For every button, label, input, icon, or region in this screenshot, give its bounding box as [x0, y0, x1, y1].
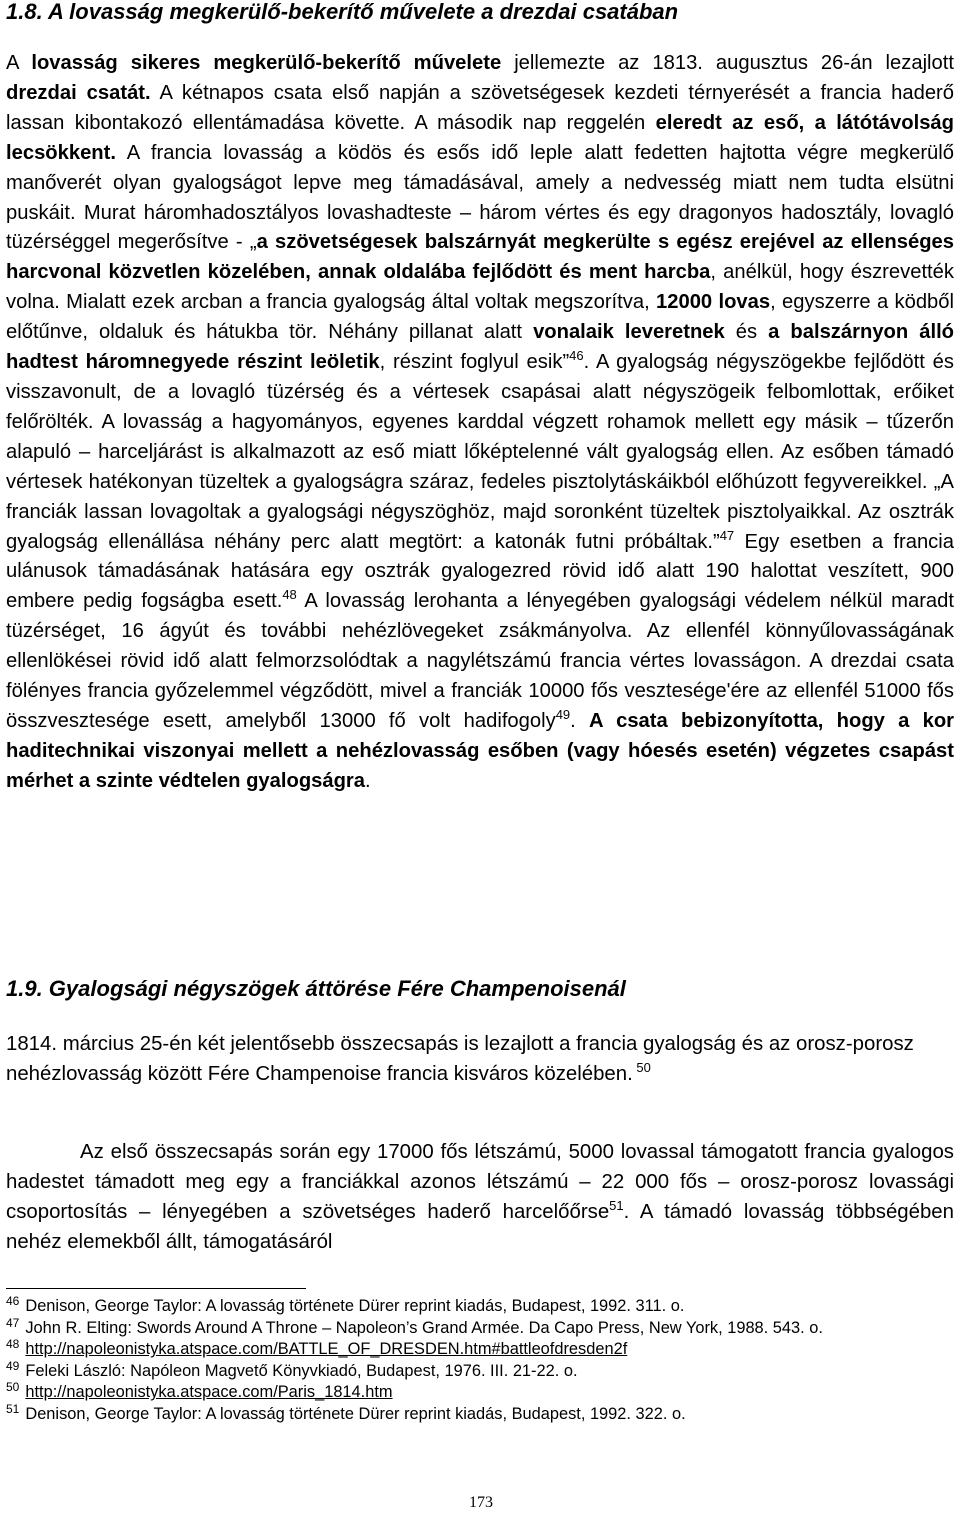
text: A francia lovasság a ködös és esős idő leple alatt fedetten hajtotta végre megkerülő manőverét olyan gyalogságot lepve meg támadásával, amely a nedvesség miatt nem tudta elsütni puskáit. Murat háromhadosztályos lovashadteste – három vértes és egy dragonyos hadosztály, lovagló tüzérséggel megerősítve - „ [6, 141, 954, 254]
footnote-number: 49 [6, 1358, 20, 1373]
section-heading-1-8 [6, 0, 956, 27]
text: . [365, 769, 371, 792]
footnote-item [6, 1315, 954, 1340]
footnote-link[interactable]: http://napoleonistyka.atspace.com/BATTLE_OF_DRESDEN.htm#battleofdresden2f [25, 1340, 628, 1359]
footnote-number: 51 [6, 1401, 20, 1416]
footnote-item [6, 1339, 954, 1361]
footnote-ref-48[interactable]: 48 [282, 587, 297, 603]
text: , részint foglyul esik” [379, 351, 570, 374]
heading-text: 1.9. Gyalogsági négyszögek áttörése Fére Champenoisenál [6, 976, 626, 1001]
text: 1814. március 25-én két jelentősebb összecsapás is lezajlott a francia gyalogság és az orosz-porosz nehézlovasság között Fére Champenoise francia kisváros közelében. [6, 1033, 914, 1085]
bold-text: lovasság sikeres megkerülő-bekerítő művelete [31, 52, 502, 74]
bold-text: drezdai csatát. [6, 81, 151, 104]
text: . A támadó lovasság többségében nehéz elemekből állt, támogatásáról [6, 1201, 954, 1253]
text: . [570, 709, 590, 732]
footnote-number: 50 [6, 1380, 20, 1395]
footnote-number: 48 [6, 1337, 20, 1352]
paragraph-fere-first-clash [6, 1137, 954, 1257]
footnote-text: Feleki László: Napóleon Magvető Könyvkiadó, Budapest, 1976. III. 21-22. o. [25, 1361, 578, 1380]
text: jellemezte az 1813. augusztus 26-án lezajlott [501, 52, 954, 74]
bold-text: vonalaik leveretnek [533, 321, 725, 344]
text: Egy esetben a francia ulánusok támadásának hatására egy osztrák gyalogezred rövid idő alatt 190 halottat veszített, 900 embere pedig fogságba esett. [6, 530, 954, 613]
footnote-ref-51[interactable]: 51 [609, 1198, 624, 1213]
page-number: 173 [469, 1494, 493, 1511]
footnote-separator [6, 1288, 306, 1289]
text: , egyszerre a ködből előtűnve, oldaluk és hátukba tör. Néhány pillanat alatt [6, 291, 954, 344]
footnote-number: 47 [6, 1315, 20, 1330]
footnote-item [6, 1382, 954, 1404]
paragraph-dresden-battle [6, 49, 954, 797]
text: és [724, 321, 769, 344]
footnote-item [6, 1358, 954, 1383]
heading-text: 1.8. A lovasság megkerülő-bekerítő művelete a drezdai csatában [6, 0, 679, 24]
footnote-ref-49[interactable]: 49 [555, 706, 571, 722]
text: A lovasság lerohanta a lényegében gyalogsági védelem nélkül maradt tüzérséget, 16 ágyút és további nehézlövegeket zsákmányolva. Az ellenfél könnyűlovasságának ellenlökései rövid idő alatt felmorzsolódtak a nagylétszámú francia vértes lovasságon. A drezdai csata fölényes francia győzelemmel végződött, mivel a franciák 10000 fős vesztesége'ére az ellenfél 51000 fős összvesztesége esett, amelyből 13000 fő volt hadifogoly [6, 590, 954, 732]
bold-text: a szövetségesek balszárnyát megkerülte s egész erejével az ellenséges harcvonal közvetlen közelében, annak oldalába fejlődött és ment harcba [6, 231, 954, 284]
text: . A gyalogság négyszögekbe fejlődött és visszavonult, de a lovagló tüzérség és a vértesek csapásai alatt négyszögeik felbomlottak, erőiket felőrölték. A lovasság a hagyományos, egyenes karddal végzett rohamok mellett egy másik – tűzerőn alapuló – harceljárást is alkalmazott az eső miatt lőképtelenné vált gyalogság ellen. Az esőben támadó vértesek hatékonyan tüzeltek a gyalogságra száraz, fedeles pisztolytáskáikból előhúzott fegyvereikkel. „A franciák lassan lovagoltak a gyalogsági négyszöghöz, majd soronként tüzeltek pisztolyaikkal. Az osztrák gyalogság ellenállása néhány perc alatt megtört: a katonák futni próbáltak.” [6, 351, 954, 553]
section-heading-1-9 [6, 974, 956, 1004]
text: Az első összecsapás során egy 17000 fős létszámú, 5000 lovassal támogatott francia gyalogos hadestet támadott meg egy a franciákkal azonos létszámú – 22 000 fős – orosz-porosz lovassági csoportosítás – lényegében a szövetséges haderő harcelőőrse [6, 1141, 954, 1223]
footnote-text: Denison, George Taylor: A lovasság története Dürer reprint kiadás, Budapest, 1992. 311. o. [25, 1297, 685, 1315]
bold-text: eleredt az eső, a látótávolság lecsökkent. [6, 111, 954, 164]
footnote-item [6, 1401, 954, 1426]
footnote-text: Denison, George Taylor: A lovasság története Dürer reprint kiadás, Budapest, 1992. 322. o. [25, 1404, 686, 1423]
bold-text: 12000 lovas [656, 291, 771, 314]
footnote-text: John R. Elting: Swords Around A Throne – Napoleon’s Grand Armée. Da Capo Press, New York, 1988. 543. o. [25, 1318, 823, 1337]
text: A [6, 52, 32, 74]
footnote-ref-47[interactable]: 47 [719, 527, 735, 543]
footnote-link[interactable]: http://napoleonistyka.atspace.com/Paris_1814.htm [25, 1383, 393, 1402]
footnote-ref-46[interactable]: 46 [569, 348, 584, 364]
footnotes-list [6, 1296, 954, 1426]
footnote-ref-50[interactable]: 50 [632, 1059, 651, 1075]
bold-text: a balszárnyon álló hadtest háromnegyede részint leöletik [6, 321, 955, 374]
footnote-item [6, 1296, 954, 1318]
paragraph-fere-intro [6, 1030, 954, 1089]
text: , anélkül, hogy észrevették volna. Mialatt ezek arcban a francia gyalogság által voltak megszorítva, [6, 261, 954, 314]
bold-text: A csata bebizonyította, hogy a kor haditechnikai viszonyai mellett a nehézlovasság esőben (vagy hóesés esetén) végzetes csapást mérhet a szinte védtelen gyalogságra [6, 709, 955, 792]
footnote-number: 46 [6, 1294, 20, 1308]
text: A kétnapos csata első napján a szövetségesek kezdeti térnyerését a francia haderő lassan kibontakozó ellentámadása követte. A második nap reggelén [6, 81, 954, 134]
